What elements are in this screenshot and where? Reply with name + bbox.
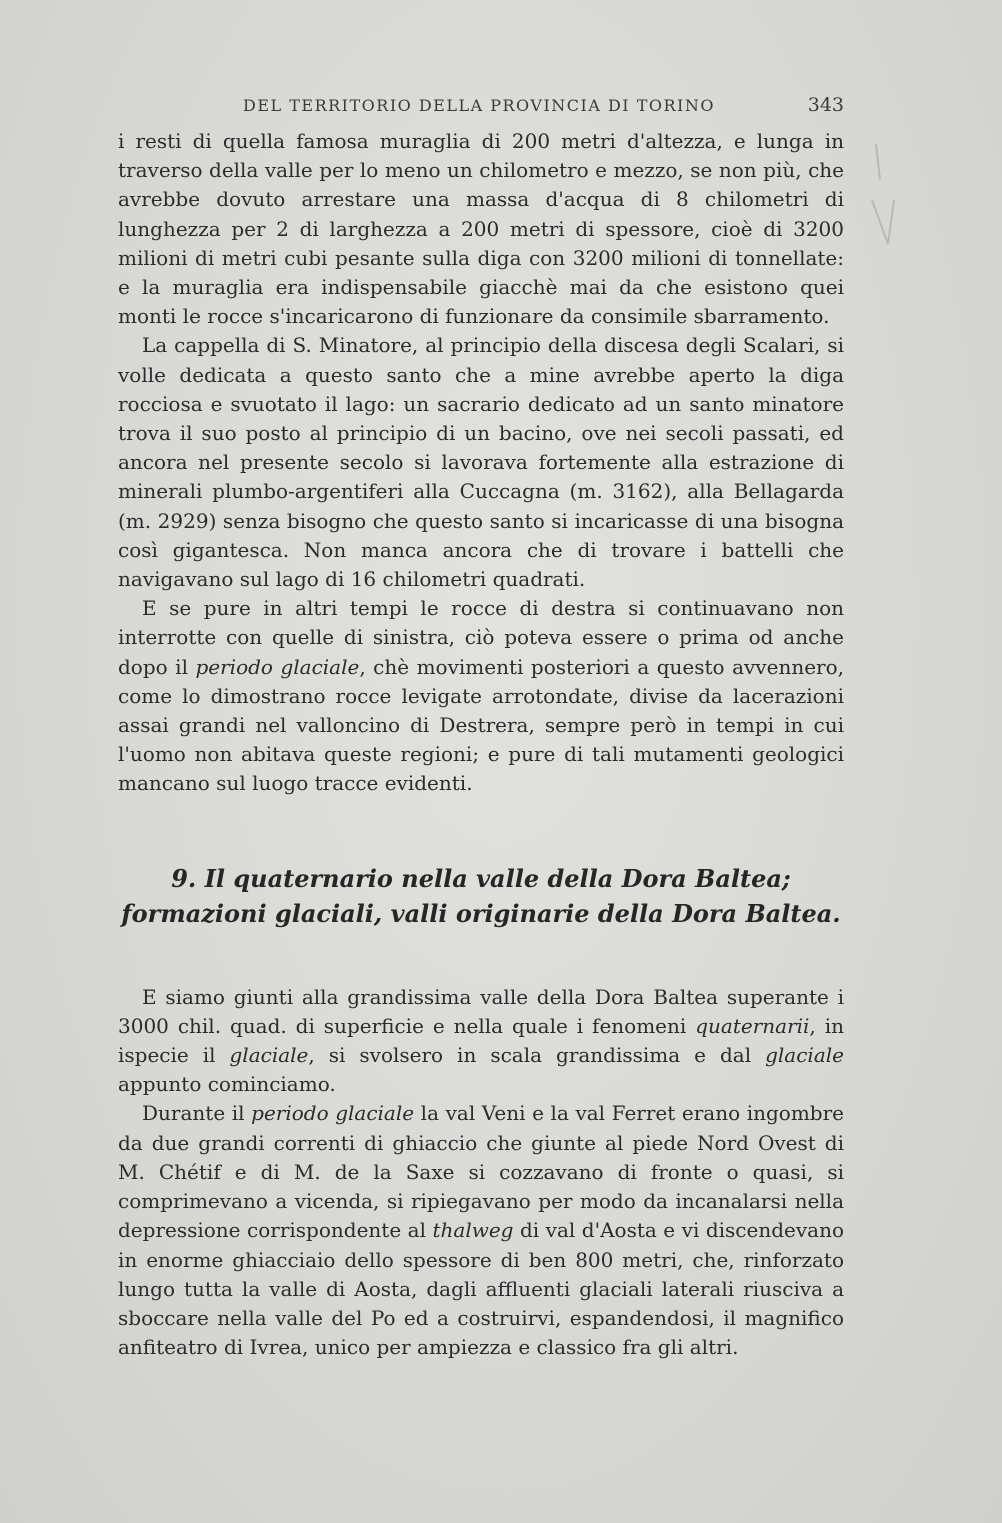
section-heading bbox=[118, 861, 844, 931]
text-run: appunto cominciamo. bbox=[118, 1072, 336, 1097]
text-run: E se pure in altri tempi le rocce di destra si continuavano non interrotte con quelle di sinistra, ciò poteva essere o prima od anche dopo il bbox=[118, 596, 844, 679]
text-run: la val Veni e la val Ferret erano ingombre da due grandi correnti di ghiaccio che giunte al piede Nord Ovest di M. Chétif e di M. de la Saxe si cozzavano di fronte o quasi, si comprimevano a vicenda, si ripiegavano per modo da incanalarsi nella depressione corrispondente al bbox=[118, 1101, 844, 1243]
section-heading-line-2: formazioni glaciali, valli originarie della Dora Baltea. bbox=[121, 898, 841, 928]
text-run: di val d'Aosta e vi discendevano in enorme ghiacciaio dello spessore di ben 800 metri, che, rinforzato lungo tutta la valle di Aosta, dagli affluenti glaciali laterali riusciva a sboccare nella valle del Po ed a costruirvi, espandendosi, il magnifico anfiteatro di Ivrea, unico per ampiezza e classico fra gli altri. bbox=[118, 1218, 844, 1360]
italic-term: glaciale bbox=[229, 1043, 309, 1068]
text-run: , si svolsero in scala grandissima e dal bbox=[308, 1043, 766, 1068]
running-head: DEL TERRITORIO DELLA PROVINCIA DI TORINO bbox=[243, 96, 715, 115]
italic-term: thalweg bbox=[432, 1218, 514, 1243]
paragraph-2: La cappella di S. Minatore, al principio della discesa degli Scalari, si volle dedicata a questo santo che a mine avrebbe aperto la diga rocciosa e svuotato il lago: un sacrario dedicato ad un santo minatore trova il suo posto al principio di un bacino, ove nei secoli passati, ed ancora nel presente secolo si lavorava fortemente alla estrazione di minerali plumbo-argentiferi alla Cuccagna (m. 3162), alla Bellagarda (m. 2929) senza bisogno che questo santo si incaricasse di una bisogna così gigantesca. Non manca ancora che di trovare i battelli che navigavano sul lago di 16 chilometri quadrati. bbox=[118, 333, 844, 592]
text-run: , chè movimenti posteriori a questo avvennero, come lo dimostrano rocce levigate arrotondate, divise da lacerazioni assai grandi nel valloncino di Destrera, sempre però in tempi in cui l'uomo non abitava queste regioni; e pure di tali mutamenti geologici mancano sul luogo tracce evidenti. bbox=[118, 654, 845, 796]
margin-pencil-mark bbox=[858, 140, 898, 250]
text-run: , in ispecie il bbox=[118, 1013, 844, 1068]
paragraph-3 bbox=[118, 594, 844, 798]
page-header bbox=[118, 94, 844, 120]
body-text bbox=[118, 127, 844, 1362]
italic-term: glaciale bbox=[765, 1043, 844, 1068]
text-run: E siamo giunti alla grandissima valle della Dora Baltea superante i 3000 chil. quad. di superficie e nella quale i fenomeni bbox=[118, 984, 844, 1038]
section-heading-line-1: 9. Il quaternario nella valle della Dora Baltea; bbox=[171, 863, 791, 893]
paragraph-1: i resti di quella famosa muraglia di 200 metri d'altezza, e lunga in traverso della valle per lo meno un chilometro e mezzo, se non più, che avrebbe dovuto arrestare una massa d'acqua di 8 chilometri di lunghezza per 2 di larghezza a 200 metri di spessore, cioè di 3200 milioni di metri cubi pesante sulla diga con 3200 milioni di tonnellate: e la muraglia era indispensabile giacchè mai da che esistono quei monti le rocce s'incaricarono di funzionare da consimile sbarramento. bbox=[118, 129, 844, 329]
paragraph-4 bbox=[118, 983, 844, 1100]
italic-term: periodo glaciale bbox=[251, 1101, 415, 1126]
page-number: 343 bbox=[807, 94, 844, 116]
italic-term: quaternarii bbox=[695, 1013, 810, 1038]
text-run: Durante il bbox=[142, 1101, 252, 1126]
paragraph-5 bbox=[118, 1099, 844, 1362]
italic-term: periodo glaciale bbox=[195, 654, 360, 679]
